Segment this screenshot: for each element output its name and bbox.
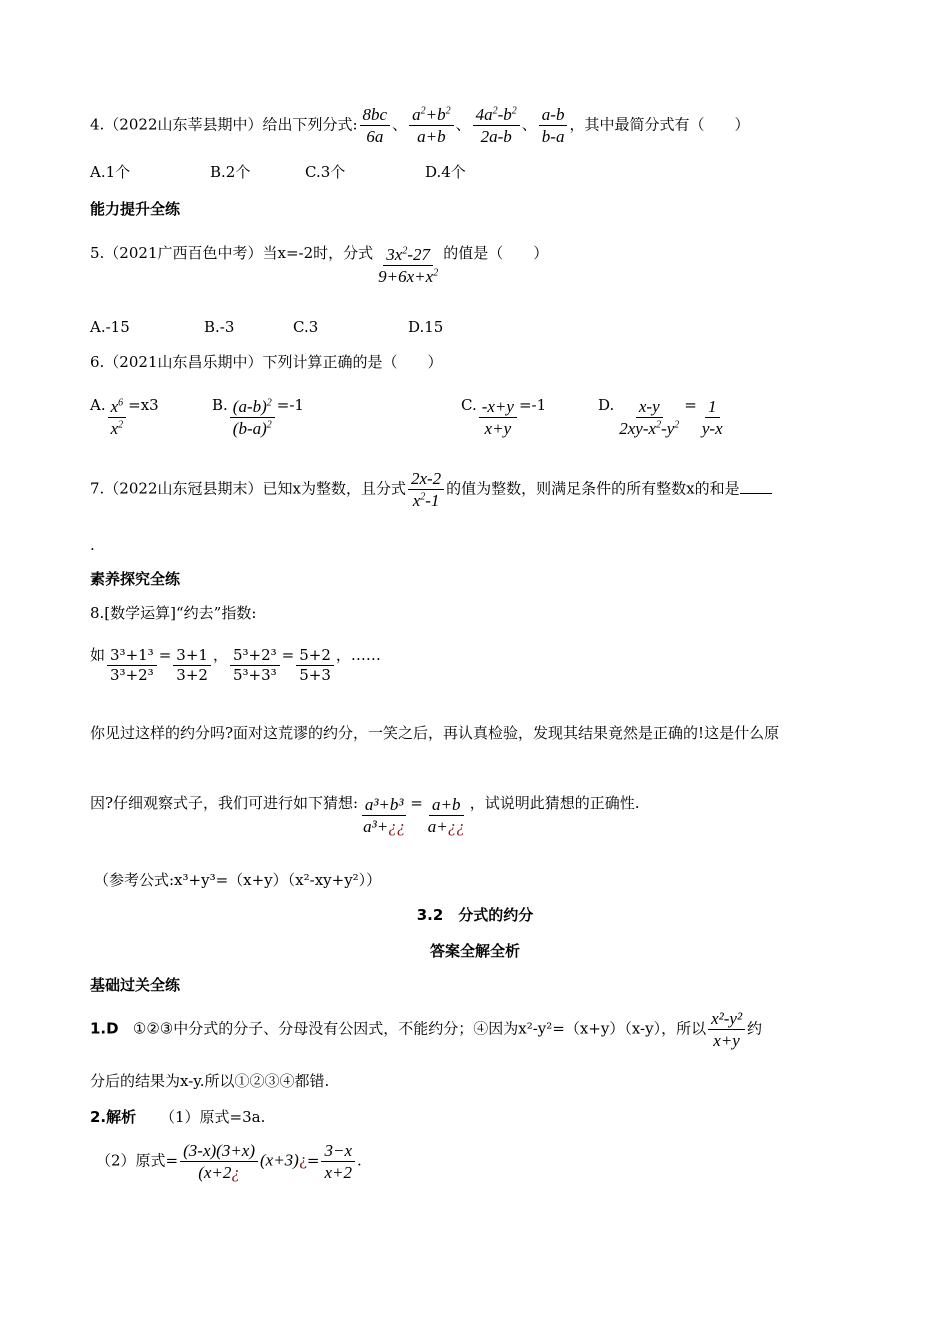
answer-blank[interactable]: [740, 479, 772, 494]
q5-option-c: C.3: [293, 318, 319, 336]
q6-b-fraction: [230, 398, 275, 437]
equals-sign: =: [684, 396, 697, 414]
fraction-denominator: 3³+2³: [110, 666, 154, 684]
fraction-denominator: a+b: [417, 127, 446, 146]
fraction-denominator: x+y: [713, 1031, 740, 1050]
term: +b: [425, 105, 446, 124]
fraction-denominator: x+2: [324, 1163, 352, 1182]
q4-option-b: B.2个: [210, 163, 251, 181]
fraction-numerator: x-y: [636, 398, 663, 418]
fraction-numerator: a+b: [429, 796, 463, 816]
option-label: B.: [212, 396, 228, 414]
example-2-fraction: [230, 648, 280, 683]
exponent: 2: [445, 105, 451, 117]
exponent: 2: [420, 491, 426, 503]
fraction-denominator: [375, 266, 441, 285]
exponent: 2: [420, 105, 426, 117]
term: x: [412, 491, 421, 510]
exponent: 2: [492, 105, 498, 117]
answer-text: ①②③中分式的分子、分母没有公因式，不能约分；④因为x²-y²=（x+y）（x-y），所以: [132, 1019, 707, 1038]
example-2-result-fraction: [296, 648, 334, 683]
term: -27: [407, 245, 431, 264]
answer-2-part-2: [96, 1142, 362, 1181]
exponent: 2: [402, 245, 408, 257]
term: (b-a): [232, 419, 267, 438]
separator: 、: [392, 115, 408, 134]
q5-stem: 5.（2021广西百色中考）当x=-2时，分式: [90, 244, 374, 262]
garbled-glyph: ¿: [231, 1163, 240, 1182]
option-label: D.: [598, 396, 615, 414]
q8-paragraph-2: [90, 796, 640, 835]
q6-c-fraction: [479, 398, 517, 437]
garbled-glyph: ¿¿: [388, 817, 406, 836]
answer-1-fraction: [708, 1010, 745, 1049]
fraction-numerator: a³+b³: [362, 796, 407, 816]
q6-a-fraction: [108, 398, 127, 437]
exponent: 2: [118, 419, 124, 431]
equals-sign: =: [410, 794, 423, 812]
q5-option-d: D.15: [408, 318, 444, 336]
q5-fraction: [375, 246, 441, 285]
garbled-glyph: ¿¿: [447, 817, 465, 836]
question-6-stem: 6.（2021山东昌乐期中）下列计算正确的是（ ）: [90, 353, 443, 371]
term: -b: [497, 105, 512, 124]
fraction-denominator: [230, 418, 275, 437]
exponent: 2: [674, 419, 680, 431]
question-5: [90, 246, 548, 285]
q5-option-a: A.-15: [90, 318, 130, 336]
example-tail: ，……: [335, 646, 381, 664]
term: x: [110, 397, 119, 416]
fraction-denominator: [108, 418, 127, 437]
exponent: 2: [266, 419, 272, 431]
option-label: C.: [461, 396, 477, 414]
example-1-fraction: [107, 648, 157, 683]
fraction-numerator: [383, 246, 433, 266]
question-4: [90, 106, 749, 145]
term: 3x: [386, 245, 403, 264]
term: 9+6x+x: [378, 267, 434, 286]
q7-stem: 7.（2022山东冠县期末）已知x为整数，且分式: [90, 479, 406, 498]
fraction-numerator: [108, 398, 127, 418]
paragraph-text: ，试说明此猜想的正确性.: [469, 794, 640, 812]
term: (x+2: [198, 1163, 232, 1182]
section-heading-ability: 能力提升全练: [90, 200, 181, 218]
term: -1: [425, 491, 440, 510]
separator: ，: [212, 646, 228, 664]
answer-text: （1）原式=3a.: [159, 1108, 266, 1126]
answer-title: 3.2 分式的约分: [416, 906, 534, 924]
q5-option-b: B.-3: [204, 318, 235, 336]
fraction-numerator: [409, 106, 453, 126]
fraction-numerator: x²-y²: [708, 1010, 745, 1030]
q7-end-period: .: [90, 536, 95, 554]
conjecture-result-fraction: [425, 796, 468, 835]
q8-paragraph-1: 你见过这样的约分吗?面对这荒谬的约分，一笑之后，再认真检验，发现其结果竟然是正确的!这是什么原: [90, 724, 780, 742]
example-prefix: 如: [90, 646, 106, 664]
fraction-denominator: [360, 816, 408, 835]
answer-1: [90, 1010, 762, 1049]
fraction-numerator: a-b: [539, 106, 568, 126]
answer-2: [90, 1110, 265, 1125]
term: x: [110, 419, 119, 438]
q6-d-result-fraction: [699, 398, 726, 437]
q4-option-c: C.3个: [305, 163, 346, 181]
q6-option-d: [598, 398, 728, 437]
fraction-denominator: 6a: [366, 127, 384, 146]
fraction-ab-ba: [539, 106, 568, 145]
fraction-numerator: 3³+1³: [107, 648, 157, 666]
period: .: [357, 1151, 362, 1170]
question-8-stem: 8.[数学运算]“约去”指数:: [90, 604, 257, 622]
exponent: 2: [511, 105, 517, 117]
separator: 、: [521, 115, 537, 134]
q7-fraction: [408, 470, 444, 509]
option-result: =-1: [518, 396, 547, 414]
term: -y: [661, 419, 675, 438]
q8-reference-formula: （参考公式:x³+y³=（x+y）（x²-xy+y²））: [94, 871, 382, 889]
q4-option-d: D.4个: [425, 163, 466, 181]
q8-example: [90, 648, 381, 683]
term: a+: [427, 817, 448, 836]
q7-tail: 的值为整数，则满足条件的所有整数x的和是: [446, 479, 740, 498]
term: (a-b): [232, 397, 267, 416]
q5-tail: 的值是（ ）: [443, 244, 549, 262]
fraction-numerator: (3-x)(3+x): [180, 1142, 258, 1162]
q4-option-a: A.1个: [90, 163, 131, 181]
answer-1-line-2: 分后的结果为x-y.所以①②③④都错.: [90, 1072, 330, 1090]
fraction-4a2b2-2ab: [473, 106, 520, 145]
factor: (x+3): [260, 1150, 299, 1170]
equals-sign: =: [306, 1151, 320, 1170]
paragraph-text: 因?仔细观察式子，我们可进行如下猜想:: [90, 794, 359, 812]
term: a: [412, 105, 421, 124]
fraction-denominator: 3+2: [176, 666, 208, 684]
equals-sign: =: [281, 646, 295, 664]
fraction-denominator: x+y: [484, 419, 512, 438]
exponent: 2: [656, 419, 662, 431]
garbled-glyph: ¿: [298, 1151, 307, 1170]
option-result: =x3: [128, 396, 159, 414]
fraction-denominator: [410, 490, 443, 509]
fraction-denominator: y-x: [701, 419, 723, 438]
equals-sign: =: [158, 646, 172, 664]
answer-2-fraction: [180, 1142, 258, 1181]
exponent: 6: [118, 397, 124, 409]
separator: 、: [455, 115, 471, 134]
answer-text: （2）原式=: [96, 1151, 179, 1170]
fraction-numerator: 1: [705, 398, 720, 418]
q6-d-fraction: [616, 398, 682, 437]
answer-subtitle: 答案全解全析: [429, 942, 520, 960]
fraction-denominator: b-a: [541, 127, 565, 146]
example-1-result-fraction: [173, 648, 211, 683]
fraction-denominator: [425, 816, 468, 835]
fraction-numerator: 3+1: [173, 648, 211, 666]
fraction-numerator: 8bc: [360, 106, 391, 126]
exponent: 2: [266, 397, 272, 409]
term: a³+: [363, 817, 389, 836]
fraction-denominator: [195, 1162, 243, 1181]
option-label: A.: [90, 396, 106, 414]
conjecture-fraction: [360, 796, 408, 835]
fraction-denominator: [616, 418, 682, 437]
q4-tail: ，其中最简分式有（ ）: [569, 115, 750, 134]
term: 2xy-x: [619, 419, 657, 438]
fraction-numerator: [473, 106, 520, 126]
question-7: [90, 470, 772, 509]
fraction-a2b2-ab: [409, 106, 453, 145]
fraction-denominator: 2a-b: [480, 127, 512, 146]
q6-option-c: [461, 398, 546, 437]
option-result: =-1: [276, 396, 304, 414]
q4-stem: 4.（2022山东莘县期中）给出下列分式:: [90, 115, 358, 134]
term: 4a: [475, 105, 493, 124]
answer-label: 1.D: [90, 1019, 119, 1038]
answer-text: 约: [747, 1019, 763, 1038]
fraction-numerator: 2x-2: [408, 470, 444, 490]
q6-option-a: [90, 398, 159, 437]
fraction-numerator: -x+y: [479, 398, 517, 418]
exponent: 2: [433, 267, 439, 279]
fraction-numerator: 3−x: [321, 1142, 355, 1162]
fraction-8bc-6a: [360, 106, 391, 145]
fraction-denominator: 5+3: [299, 666, 331, 684]
fraction-numerator: [230, 398, 275, 418]
q6-option-b: [212, 398, 304, 437]
fraction-numerator: 5+2: [296, 648, 334, 666]
section-heading-literacy: 素养探究全练: [90, 570, 181, 588]
section-heading-basic: 基础过关全练: [90, 976, 181, 994]
fraction-denominator: 5³+3³: [232, 666, 277, 684]
answer-2-result-fraction: [321, 1142, 355, 1181]
answer-label: 2.解析: [90, 1108, 137, 1126]
fraction-numerator: 5³+2³: [230, 648, 280, 666]
